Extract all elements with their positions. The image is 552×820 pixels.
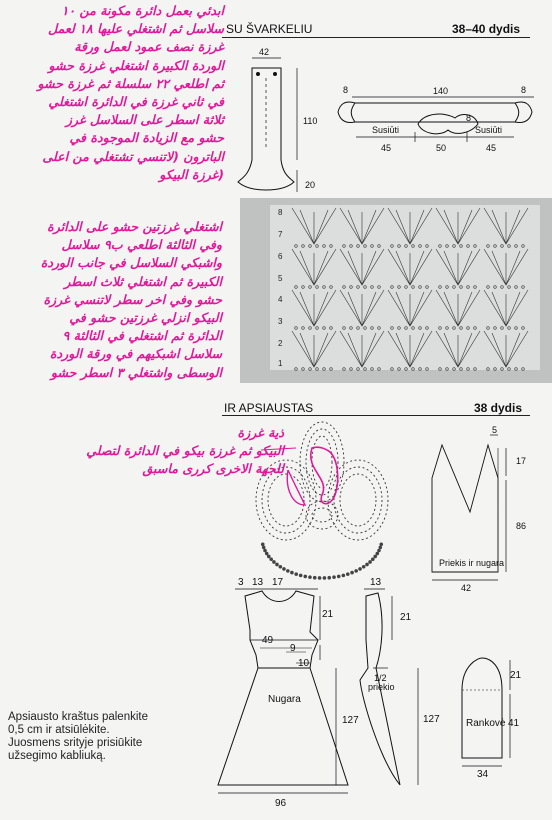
- svg-text:5: 5: [278, 274, 283, 283]
- scarf-seg-mid: 50: [436, 143, 447, 153]
- arabic-instructions-3: ذية غرزة البيكو ثم غرزة بيكو في الدائرة لتصلي للجهة الاخرى كررى ماسبق: [86, 425, 284, 477]
- arabic-instructions-2: اشتغلي غرزتين حشو على الدائرة وفي الثالثة اطلعي ب٩ سلاسل واشبكي السلاسل في جانب الوردة الكبيرة ثم اشتغلي ثلاث اسطر حشو وفي اخر سطر لاتنسي غرزة البيكو انزلي غرزتين حشو في الدائرة ثم اشتغلي في الثالثة ٩ سلاسل اشبكيهم في ورقة الوردة الوسطى واشتغلي ٣ اسطر حشو: [40, 219, 222, 380]
- sleeve-width-label: 34: [477, 769, 489, 780]
- crochet-chart: [240, 198, 552, 383]
- side-height-label: 127: [423, 714, 440, 725]
- back-width-label: 96: [275, 798, 287, 809]
- strip-bottom-label: 20: [305, 180, 316, 190]
- finishing-note: Apsiausto kraštus palenkite 0,5 cm ir atsiūlėkite. Juosmens srityje prisiūkite užsegimo kabliuką.: [8, 711, 148, 762]
- side-top-label: 13: [370, 577, 382, 588]
- back-m4: 21: [322, 609, 334, 620]
- svg-text:6: 6: [278, 252, 283, 261]
- svg-text:4: 4: [278, 295, 283, 304]
- strip-height-label: 110: [303, 116, 318, 126]
- scarf-label-right: Susiūti: [475, 125, 503, 135]
- arabic-instructions-1: ابدئي بعمل دائرة مكونة من ١٠ سلاسل ثم اشتغلي عليها ١٨ لعمل غرزة نصف عمود لعمل ورقة الوردة الكبيرة اشتغلي غرزة حشو ثم اطلعي ٢٢ سلسلة ثم غرزة حشو في ثاني غرزة في الدائرة اشتغلي ثلاثة اسطر على السلاسل غرز حشو مع الزيادة الموجودة في الباترون (لاتنسي تشتغلي من اعلى (غرزة البيكو: [37, 3, 224, 182]
- side-frac-a: 1/2: [374, 673, 387, 683]
- scarf-seg-left: 45: [381, 143, 392, 153]
- front-width-label: 42: [461, 583, 472, 593]
- scarf-end-right: 8: [521, 85, 527, 95]
- size-label-top: 38–40 dydis: [452, 22, 521, 36]
- front-height-label: 86: [516, 521, 527, 531]
- scarf-label-left: Susiūti: [372, 125, 400, 135]
- svg-text:8: 8: [278, 208, 283, 217]
- scarf-end-left: 8: [343, 85, 349, 95]
- back-m1: 3: [238, 577, 244, 588]
- scarf-seg-right: 45: [486, 143, 497, 153]
- back-m2: 13: [252, 577, 264, 588]
- sleeve-piece: [462, 658, 510, 766]
- svg-text:2: 2: [278, 339, 283, 348]
- sleeve-top-label: 21: [510, 670, 522, 681]
- scarf-diagram: [338, 97, 534, 142]
- svg-text:7: 7: [278, 230, 283, 239]
- sleeve-piece-label: Rankovė: [466, 718, 506, 729]
- back-piece-label: Nugara: [268, 694, 301, 705]
- section-title-top: SU ŠVARKELIU: [226, 22, 313, 36]
- size-label-mid: 38 dydis: [474, 401, 523, 415]
- front-top-label: 5: [492, 425, 498, 435]
- strip-width-label: 42: [259, 47, 270, 57]
- sleeve-height-label: 41: [508, 718, 520, 729]
- front-upper-label: 17: [516, 456, 527, 466]
- scarf-center: 8: [466, 113, 472, 123]
- side-upper-label: 21: [400, 612, 412, 623]
- scarf-total-label: 140: [433, 86, 449, 96]
- svg-text:3: 3: [278, 317, 283, 326]
- back-m7: 10: [298, 658, 310, 669]
- strip-diagram: [238, 58, 297, 192]
- front-piece-label: Priekis ir nugara: [439, 558, 505, 568]
- back-m8: 127: [342, 715, 359, 726]
- section-title-mid: IR APSIAUSTAS: [224, 401, 314, 415]
- back-m5: 49: [262, 635, 274, 646]
- back-m6: 9: [290, 643, 296, 654]
- svg-text:1: 1: [278, 359, 283, 368]
- side-frac-b: priekio: [368, 682, 395, 692]
- back-m3: 17: [272, 577, 284, 588]
